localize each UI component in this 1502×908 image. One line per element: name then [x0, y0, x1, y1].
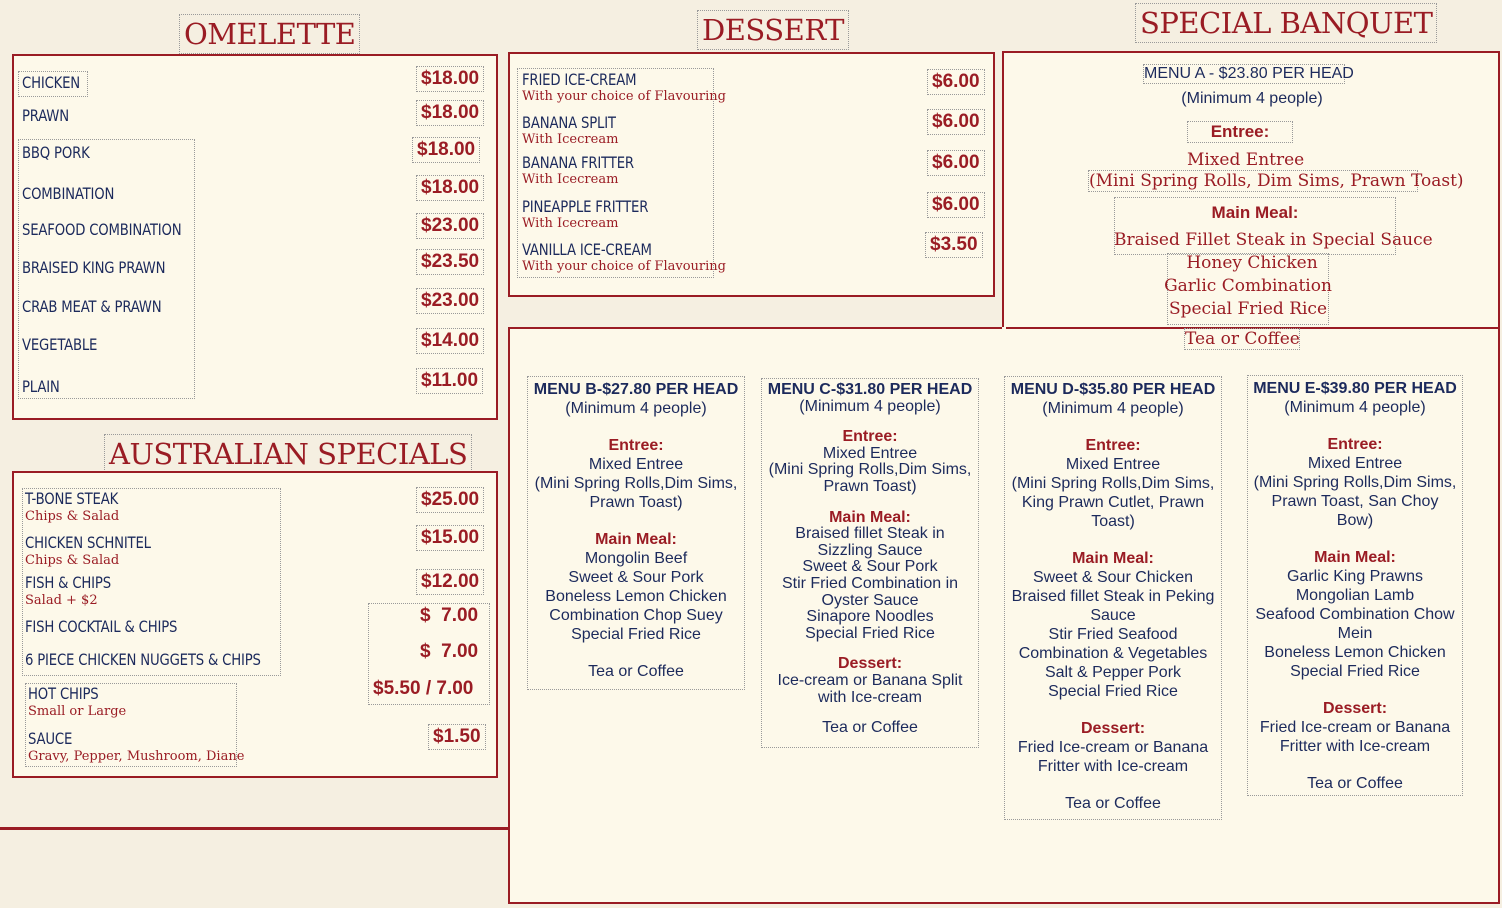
menu-head: MENU B-$27.80 PER HEAD: [533, 381, 739, 398]
omelette-item-name: BRAISED KING PRAWN: [22, 258, 166, 277]
banquet-menu-card: [527, 376, 745, 690]
menu-entree-line: Mixed Entree: [1307, 455, 1403, 472]
menu-main-line: Boneless Lemon Chicken: [1264, 644, 1446, 661]
omelette-item-price: $14.00: [416, 328, 484, 354]
menu-main-line: Sweet & Sour Pork: [568, 569, 704, 586]
menu-min: (Minimum 4 people): [1284, 399, 1426, 416]
menu-a-main-4: Special Fried Rice: [1168, 299, 1328, 319]
divider-line: [0, 827, 510, 830]
menu-drink: Tea or Coffee: [1307, 775, 1403, 792]
dessert-item-price: $6.00: [927, 69, 985, 95]
menu-main-line: Sweet & Sour Chicken: [1032, 569, 1194, 586]
spacer: [762, 706, 978, 720]
menu-entree-label: Entree:: [608, 437, 664, 454]
australian-item-name: 6 PIECE CHICKEN NUGGETS & CHIPS: [25, 650, 261, 669]
australian-item-name: T-BONE STEAK: [25, 489, 119, 508]
spacer: [1005, 418, 1221, 436]
menu-main-line: Special Fried Rice: [571, 626, 701, 643]
australian-item-sub: Salad + $2: [25, 593, 98, 608]
menu-main-line: Mongolian Lamb: [1295, 587, 1415, 604]
spacer: [1248, 681, 1462, 699]
menu-min: (Minimum 4 people): [565, 400, 707, 417]
menu-a-entree-detail: (Mini Spring Rolls, Dim Sims, Prawn Toast): [1089, 171, 1464, 191]
menu-a-main-1: Braised Fillet Steak in Special Sauce: [1114, 230, 1433, 250]
omelette-item-price: $23.50: [416, 249, 484, 275]
spacer: [528, 512, 744, 530]
menu-main-line: Oyster Sauce: [821, 591, 919, 609]
australian-item-name: CHICKEN SCHNITEL: [25, 533, 151, 552]
menu-entree-line: (Mini Spring Rolls,Dim Sims,: [534, 475, 738, 492]
banquet-menu-card: [1247, 375, 1463, 796]
australian-item-price: $1.50: [428, 724, 486, 750]
menu-dessert-line: Ice-cream or Banana Split: [777, 671, 963, 689]
australian-item-price: $ 7.00: [420, 605, 479, 626]
menu-a-main-3: Garlic Combination: [1164, 276, 1332, 296]
menu-a-entree-label: Entree:: [1187, 121, 1293, 143]
menu-entree-line: Mixed Entree: [1065, 456, 1161, 473]
menu-dessert-line: Fritter with Ice-cream: [1037, 758, 1189, 775]
omelette-heading: OMELETTE: [179, 14, 360, 54]
australian-item-sub: Chips & Salad: [25, 553, 120, 568]
omelette-item-price: $23.00: [416, 213, 484, 239]
banquet-menu-card: [761, 378, 979, 748]
menu-dessert-line: with Ice-cream: [817, 688, 923, 706]
australian-item-price: $ 7.00: [420, 641, 479, 662]
dessert-item-price: $6.00: [927, 192, 985, 218]
omelette-item-name: PRAWN: [22, 106, 69, 125]
dessert-item-name: BANANA FRITTER: [522, 153, 634, 172]
spacer: [762, 415, 978, 429]
menu-main-line: Sauce: [1090, 607, 1136, 624]
omelette-item-name: PLAIN: [22, 377, 60, 396]
menu-main-line: Combination & Vegetables: [1018, 645, 1208, 662]
menu-entree-line: (Mini Spring Rolls,Dim Sims,: [1253, 474, 1457, 491]
omelette-item-price: $18.00: [412, 137, 480, 163]
menu-a-drink: Tea or Coffee: [1185, 329, 1300, 349]
australian-item-sub: Gravy, Pepper, Mushroom, Diane: [28, 749, 245, 764]
dessert-item-price: $3.50: [925, 232, 983, 258]
menu-min: (Minimum 4 people): [1042, 400, 1184, 417]
omelette-item-name: CHICKEN: [22, 73, 81, 92]
menu-main-line: Seafood Combination Chow: [1255, 606, 1455, 623]
menu-entree-line: Mixed Entree: [588, 456, 684, 473]
menu-entree-line: King Prawn Cutlet, Prawn: [1021, 494, 1205, 511]
menu-dessert-label: Dessert:: [1080, 720, 1146, 737]
australian-item-name: SAUCE: [28, 729, 73, 748]
omelette-item-name: BBQ PORK: [22, 143, 90, 162]
spacer: [762, 496, 978, 510]
menu-entree-line: Prawn Toast): [589, 494, 683, 511]
menu-main-label: Main Meal:: [1314, 549, 1396, 566]
omelette-item-price: $23.00: [416, 288, 484, 314]
menu-main-line: Salt & Pepper Pork: [1044, 664, 1182, 681]
spacer: [762, 642, 978, 656]
dessert-heading: DESSERT: [697, 10, 849, 50]
menu-main-line: Garlic King Prawns: [1286, 568, 1424, 585]
australian-item-sub: Chips & Salad: [25, 509, 120, 524]
banquet-menu-card: [1004, 376, 1222, 820]
menu-main-line: Special Fried Rice: [805, 624, 935, 642]
menu-main-line: Boneless Lemon Chicken: [545, 588, 727, 605]
menu-dessert-line: Fried Ice-cream or Banana: [1017, 739, 1209, 756]
menu-a-main-label: Main Meal:: [1211, 203, 1299, 222]
australian-item-price: $12.00: [416, 569, 484, 595]
spacer: [1248, 417, 1462, 435]
menu-entree-line: Prawn Toast): [823, 477, 917, 495]
menu-dessert-label: Dessert:: [837, 655, 903, 673]
menu-main-label: Main Meal:: [1072, 550, 1154, 567]
dessert-item-sub: With your choice of Flavouring: [522, 89, 726, 104]
dessert-item-name: PINEAPPLE FRITTER: [522, 197, 649, 216]
menu-dessert-label: Dessert:: [1322, 700, 1388, 717]
menu-drink: Tea or Coffee: [588, 663, 684, 680]
menu-a-main-2: Honey Chicken: [1186, 253, 1318, 273]
menu-entree-label: Entree:: [1327, 436, 1383, 453]
banquet-heading: SPECIAL BANQUET: [1135, 3, 1437, 43]
dessert-item-sub: With your choice of Flavouring: [522, 259, 726, 274]
dessert-item-price: $6.00: [927, 150, 985, 176]
spacer: [1005, 531, 1221, 549]
omelette-frame-chicken: [18, 71, 88, 97]
menu-dessert-line: Fritter with Ice-cream: [1279, 738, 1431, 755]
omelette-item-price: $11.00: [416, 368, 483, 394]
spacer: [528, 418, 744, 436]
dessert-item-sub: With Icecream: [522, 216, 619, 231]
menu-entree-line: (Mini Spring Rolls,Dim Sims,: [1011, 475, 1215, 492]
menu-entree-line: Bow): [1336, 512, 1374, 529]
menu-main-line: Stir Fried Seafood: [1048, 626, 1178, 643]
menu-main-line: Mein: [1337, 625, 1373, 642]
omelette-item-price: $18.00: [416, 175, 484, 201]
menu-main-line: Sweet & Sour Pork: [802, 558, 938, 576]
spacer: [1248, 756, 1462, 774]
australian-item-name: FISH & CHIPS: [25, 573, 111, 592]
australian-item-price: $5.50 / 7.00: [373, 678, 474, 699]
omelette-item-name: COMBINATION: [22, 184, 115, 203]
australian-item-price: $15.00: [416, 525, 484, 551]
menu-main-line: Mongolin Beef: [584, 550, 688, 567]
menu-entree-line: Mixed Entree: [822, 444, 918, 462]
menu-main-line: Stir Fried Combination in: [781, 574, 959, 592]
menu-min: (Minimum 4 people): [799, 397, 941, 415]
menu-main-label: Main Meal:: [829, 508, 911, 526]
omelette-item-name: VEGETABLE: [22, 335, 98, 354]
australian-item-name: FISH COCKTAIL & CHIPS: [25, 617, 178, 636]
dessert-item-sub: With Icecream: [522, 132, 619, 147]
panel-join: [1002, 327, 1006, 330]
menu-entree-line: (Mini Spring Rolls,Dim Sims,: [768, 461, 972, 479]
dessert-item-name: BANANA SPLIT: [522, 113, 616, 132]
dessert-item-price: $6.00: [927, 109, 985, 135]
menu-main-line: Braised fillet Steak in Peking: [1011, 588, 1215, 605]
menu-a-min: (Minimum 4 people): [1181, 90, 1323, 107]
australian-heading: AUSTRALIAN SPECIALS: [104, 434, 472, 474]
menu-dessert-line: Fried Ice-cream or Banana: [1259, 719, 1451, 736]
menu-entree-line: Prawn Toast, San Choy: [1271, 493, 1439, 510]
menu-main-line: Sizzling Sauce: [817, 541, 923, 559]
dessert-item-name: VANILLA ICE-CREAM: [522, 240, 652, 259]
menu-main-label: Main Meal:: [595, 531, 677, 548]
menu-head: MENU C-$31.80 PER HEAD: [767, 381, 973, 398]
spacer: [1248, 530, 1462, 548]
omelette-item-name: CRAB MEAT & PRAWN: [22, 297, 162, 316]
menu-a-entree: Mixed Entree: [1187, 150, 1305, 170]
menu-main-line: Special Fried Rice: [1048, 683, 1178, 700]
menu-head: MENU E-$39.80 PER HEAD: [1253, 380, 1457, 397]
dessert-item-sub: With Icecream: [522, 172, 619, 187]
omelette-item-name: SEAFOOD COMBINATION: [22, 220, 182, 239]
australian-item-name: HOT CHIPS: [28, 684, 99, 703]
menu-drink: Tea or Coffee: [822, 719, 918, 737]
menu-main-line: Special Fried Rice: [1290, 663, 1420, 680]
menu-entree-line: Toast): [1091, 513, 1135, 530]
dessert-item-name: FRIED ICE-CREAM: [522, 70, 637, 89]
menu-entree-label: Entree:: [1085, 437, 1141, 454]
omelette-item-price: $18.00: [416, 100, 484, 126]
australian-item-price: $25.00: [416, 487, 484, 513]
menu-entree-label: Entree:: [842, 428, 898, 446]
spacer: [528, 644, 744, 662]
spacer: [1005, 701, 1221, 719]
menu-drink: Tea or Coffee: [1065, 795, 1161, 812]
australian-item-sub: Small or Large: [28, 704, 127, 719]
menu-main-line: Combination Chop Suey: [549, 607, 723, 624]
omelette-item-price: $18.00: [416, 66, 484, 92]
menu-a-head: MENU A - $23.80 PER HEAD: [1144, 65, 1354, 82]
menu-head: MENU D-$35.80 PER HEAD: [1010, 381, 1216, 398]
menu-main-line: Sinapore Noodles: [806, 608, 934, 626]
menu-main-line: Braised fillet Steak in: [795, 525, 945, 543]
spacer: [1005, 776, 1221, 794]
